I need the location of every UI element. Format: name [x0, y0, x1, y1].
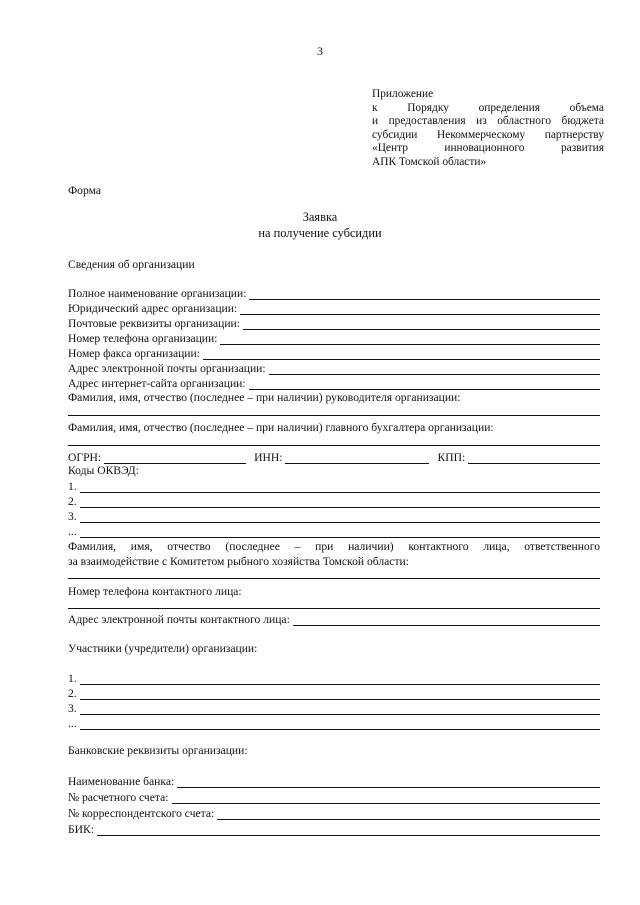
ogrn-input[interactable] [104, 453, 246, 464]
founder-item-number: 2. [68, 687, 77, 700]
appendix-line: субсидии Некоммерческому партнерству [372, 128, 604, 141]
appendix-line: к Порядку определения объема [372, 101, 604, 114]
legal-address-label: Юридический адрес организации: [68, 302, 238, 315]
bank-name-field[interactable] [68, 774, 600, 788]
form-label: Форма [68, 184, 101, 197]
inn-label: ИНН: [254, 451, 283, 464]
founder-item[interactable] [68, 686, 600, 700]
founder-item-number: 1. [68, 672, 77, 685]
bik-field[interactable] [68, 822, 600, 836]
ogrn-label: ОГРН: [68, 451, 102, 464]
kpp-label: КПП: [437, 451, 466, 464]
okved-item[interactable] [68, 479, 600, 493]
contact-email-label: Адрес электронной почты контактного лица: [68, 613, 290, 626]
kpp-input[interactable] [468, 453, 600, 464]
fax-label: Номер факса организации: [68, 347, 200, 360]
page-number: 3 [317, 44, 323, 58]
founder-item[interactable] [68, 701, 600, 715]
appendix-note [372, 88, 604, 170]
okved-item-number: 2. [68, 495, 77, 508]
okved-item[interactable] [68, 509, 600, 523]
contact-phone-label: Номер телефона контактного лица: [68, 585, 242, 598]
ids-row [68, 450, 600, 464]
phone-field[interactable] [68, 331, 600, 345]
okved-item-number: 3. [68, 510, 77, 523]
bank-heading: Банковские реквизиты организации: [68, 744, 248, 757]
bank-account-label: № расчетного счета: [68, 791, 169, 804]
document-title: Заявка [302, 210, 338, 224]
okved-item-number: 1. [68, 480, 77, 493]
email-label: Адрес электронной почты организации: [68, 362, 266, 375]
postal-field[interactable] [68, 316, 600, 330]
website-label: Адрес интернет-сайта организации: [68, 377, 246, 390]
fax-field[interactable] [68, 346, 600, 360]
legal-address-field[interactable] [68, 301, 600, 315]
document-subtitle: на получение субсидии [258, 226, 382, 240]
okved-item-number: ... [68, 525, 77, 538]
accountant-label: Фамилия, имя, отчество (последнее – при наличии) главного бухгалтера организации: [68, 421, 494, 434]
appendix-line: и предоставления из областного бюджета [372, 115, 604, 128]
corr-account-field[interactable] [68, 806, 600, 820]
founder-item[interactable] [68, 716, 600, 730]
inn-input[interactable] [285, 453, 429, 464]
contact-fio-input[interactable] [68, 578, 600, 579]
corr-account-label: № корреспондентского счета: [68, 807, 215, 820]
bank-account-field[interactable] [68, 790, 600, 804]
bank-name-label: Наименование банка: [68, 775, 175, 788]
founder-item[interactable] [68, 671, 600, 685]
contact-email-field[interactable] [68, 612, 600, 626]
okved-item[interactable] [68, 524, 600, 538]
contact-fio-label-cont: за взаимодействие с Комитетом рыбного хозяйства Томской области: [68, 555, 409, 568]
full-name-field[interactable] [68, 286, 600, 300]
section-org-heading: Сведения об организации [68, 258, 195, 271]
email-field[interactable] [68, 361, 600, 375]
postal-label: Почтовые реквизиты организации: [68, 317, 240, 330]
founder-item-number: ... [68, 717, 77, 730]
contact-fio-label: Фамилия, имя, отчество (последнее – при наличии) контактного лица, ответственного [68, 540, 600, 553]
okved-item[interactable] [68, 494, 600, 508]
bik-label: БИК: [68, 823, 94, 836]
founder-item-number: 3. [68, 702, 77, 715]
accountant-input[interactable] [68, 445, 600, 446]
director-input[interactable] [68, 415, 600, 416]
okved-label: Коды ОКВЭД: [68, 464, 139, 477]
full-name-label: Полное наименование организации: [68, 287, 247, 300]
contact-phone-input[interactable] [68, 608, 600, 609]
appendix-line: «Центр инновационного развития [372, 142, 604, 155]
appendix-line: АПК Томской области» [372, 155, 487, 168]
founders-label: Участники (учредители) организации: [68, 642, 258, 655]
phone-label: Номер телефона организации: [68, 332, 218, 345]
appendix-line: Приложение [372, 88, 434, 100]
director-label: Фамилия, имя, отчество (последнее – при наличии) руководителя организации: [68, 391, 461, 404]
website-field[interactable] [68, 376, 600, 390]
